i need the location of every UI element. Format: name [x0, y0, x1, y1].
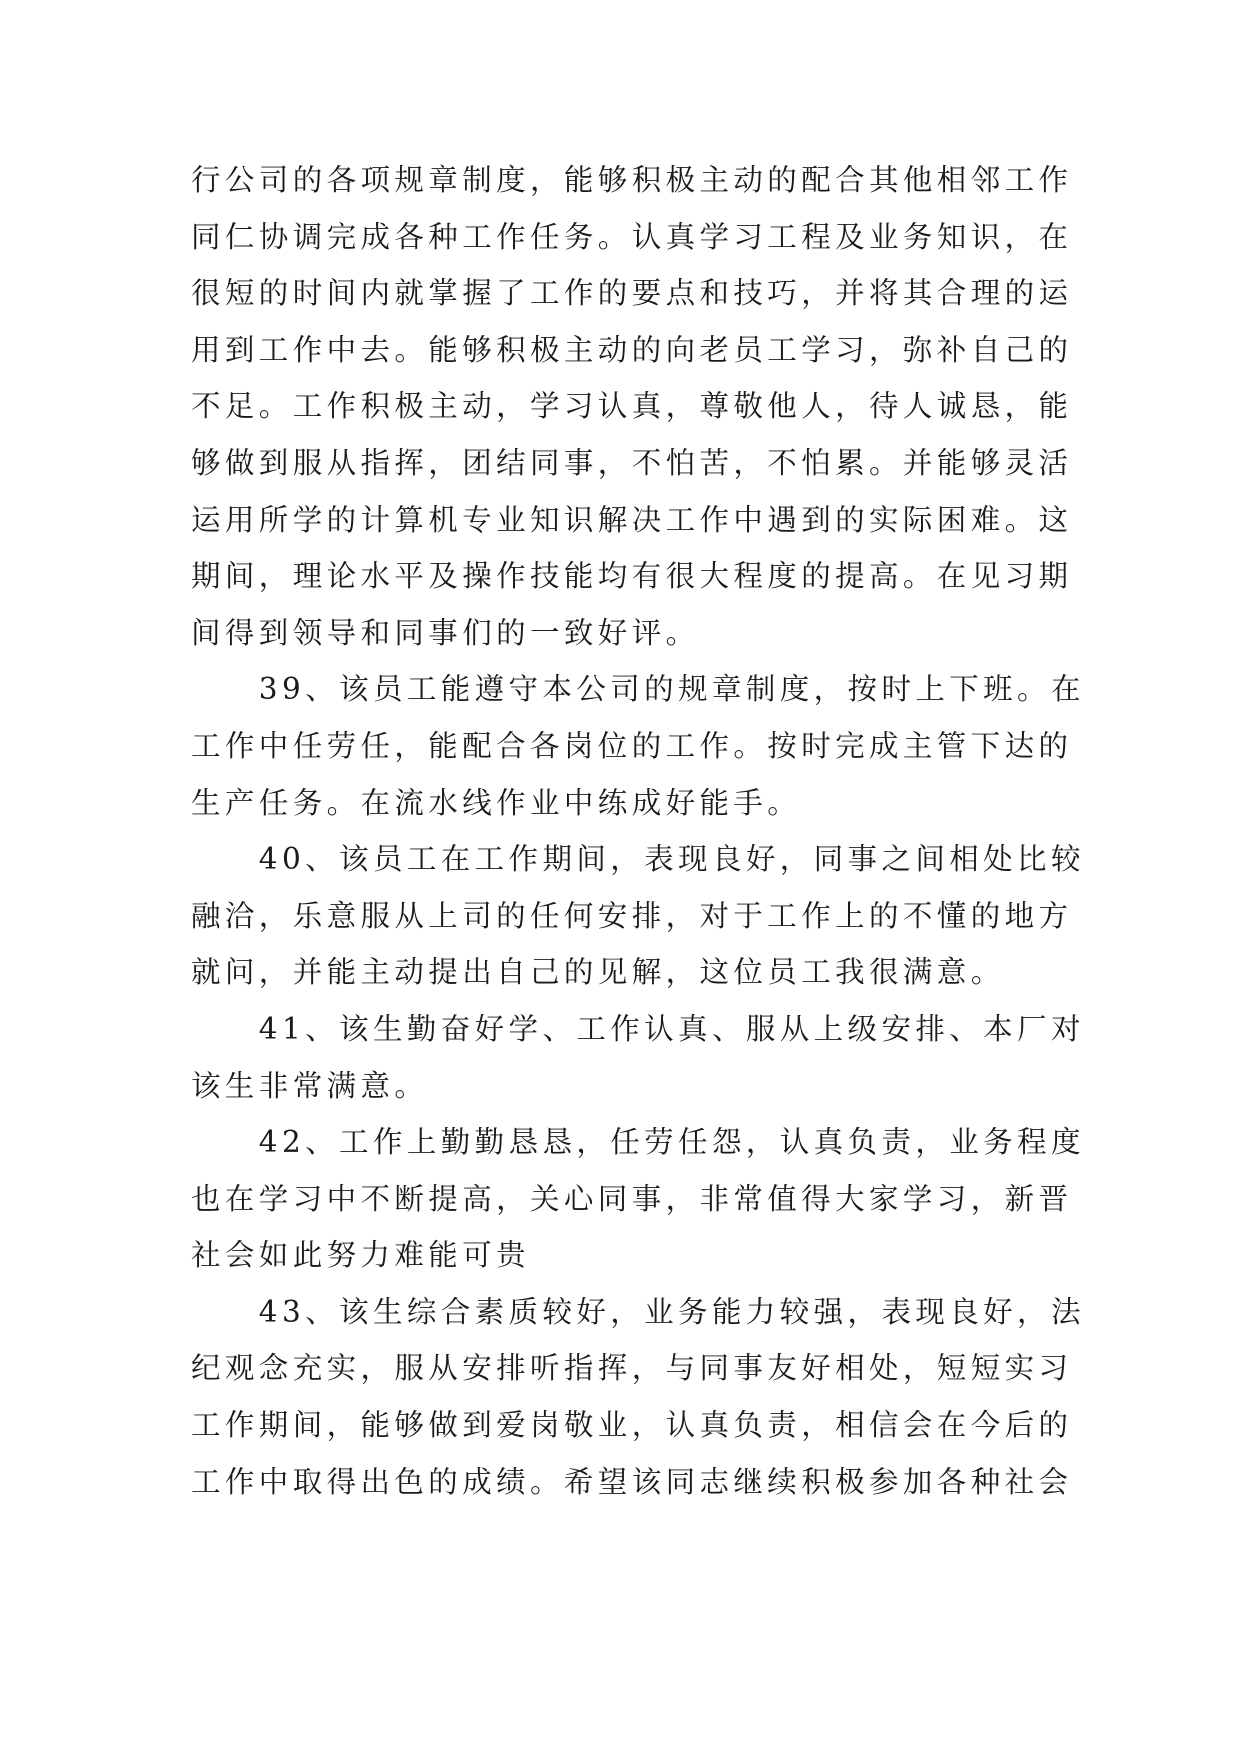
text-line: 不足。工作积极主动，学习认真，尊敬他人，待人诚恳，能	[191, 389, 1073, 424]
text-line: 该生非常满意。	[191, 1068, 429, 1103]
text-line: 运用所学的计算机专业知识解决工作中遇到的实际困难。这	[191, 502, 1073, 537]
paragraph-39-line: 39、该员工能遵守本公司的规章制度，按时上下班。在	[191, 672, 1085, 707]
paragraph-41-line: 41、该生勤奋好学、工作认真、服从上级安排、本厂对	[191, 1011, 1085, 1046]
paragraph-40-line: 40、该员工在工作期间，表现良好，同事之间相处比较	[191, 842, 1085, 877]
text-line: 也在学习中不断提高，关心同事，非常值得大家学习，新晋	[191, 1181, 1073, 1216]
paragraph-42-line: 42、工作上勤勤恳恳，任劳任怨，认真负责，业务程度	[191, 1125, 1085, 1160]
text-line: 工作中任劳任，能配合各岗位的工作。按时完成主管下达的	[191, 728, 1073, 763]
text-line: 工作中取得出色的成绩。希望该同志继续积极参加各种社会	[191, 1464, 1073, 1499]
text-line: 期间，理论水平及操作技能均有很大程度的提高。在见习期	[191, 559, 1073, 594]
text-line: 很短的时间内就掌握了工作的要点和技巧，并将其合理的运	[191, 276, 1073, 311]
text-line: 融洽，乐意服从上司的任何安排，对于工作上的不懂的地方	[191, 898, 1073, 933]
text-line: 就问，并能主动提出自己的见解，这位员工我很满意。	[191, 955, 1005, 990]
document-body	[191, 152, 1085, 1510]
text-line: 工作期间，能够做到爱岗敬业，认真负责，相信会在今后的	[191, 1408, 1073, 1443]
text-line: 同仁协调完成各种工作任务。认真学习工程及业务知识，在	[191, 219, 1073, 254]
text-line: 够做到服从指挥，团结同事，不怕苦，不怕累。并能够灵活	[191, 445, 1073, 480]
text-line: 间得到领导和同事们的一致好评。	[191, 615, 700, 650]
text-line: 行公司的各项规章制度，能够积极主动的配合其他相邻工作	[191, 163, 1073, 197]
text-line: 纪观念充实，服从安排听指挥，与同事友好相处，短短实习	[191, 1351, 1073, 1386]
text-line: 生产任务。在流水线作业中练成好能手。	[191, 785, 802, 820]
text-line: 用到工作中去。能够积极主动的向老员工学习，弥补自己的	[191, 332, 1073, 367]
text-line: 社会如此努力难能可贵	[191, 1238, 531, 1273]
paragraph-43-line: 43、该生综合素质较好，业务能力较强，表现良好，法	[191, 1294, 1085, 1329]
